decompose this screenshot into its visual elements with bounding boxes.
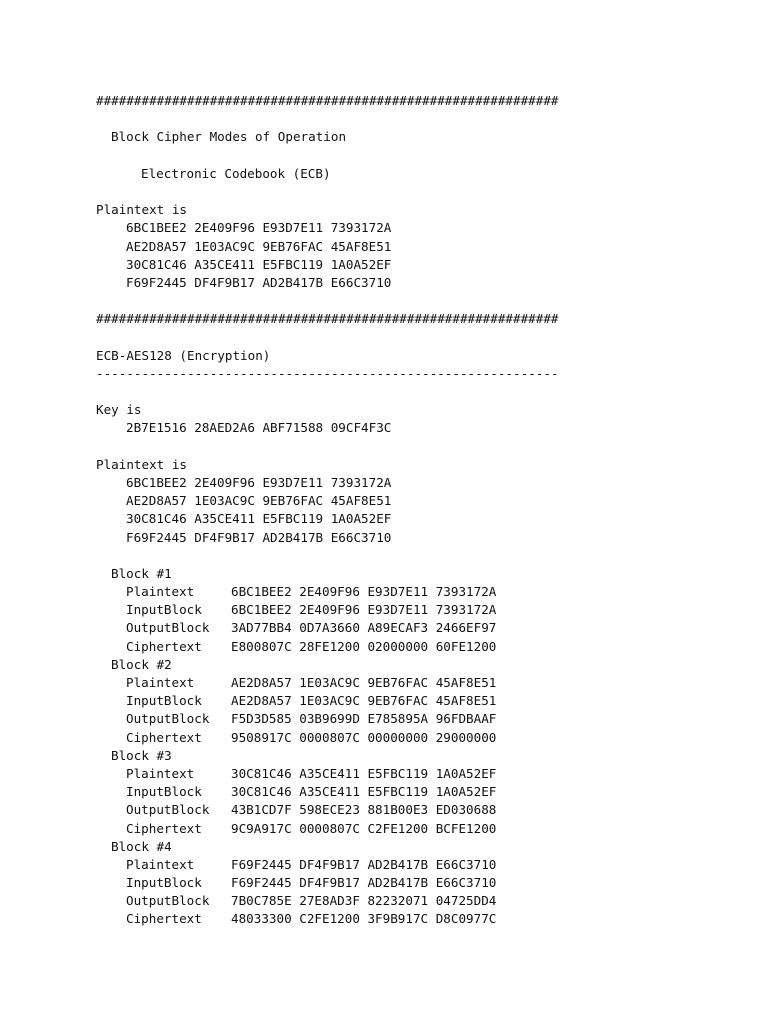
- intro-plaintext-row: F69F2445 DF4F9B17 AD2B417B E66C3710: [126, 274, 392, 290]
- block-row-value: 30C81C46 A35CE411 E5FBC119 1A0A52EF: [231, 765, 497, 781]
- block-title: Block #1: [111, 565, 172, 581]
- block-row: [96, 820, 768, 838]
- block-row-value: 30C81C46 A35CE411 E5FBC119 1A0A52EF: [231, 784, 497, 800]
- block-row-label: Ciphertext: [126, 820, 202, 836]
- document-title: Block Cipher Modes of Operation: [111, 129, 347, 145]
- block-row: [96, 783, 768, 801]
- block-title: Block #3: [111, 747, 172, 763]
- mode-name: Electronic Codebook (ECB): [141, 165, 331, 181]
- block-row-label: Plaintext: [126, 765, 195, 781]
- block-row: [96, 856, 768, 874]
- block-row-label: Ciphertext: [126, 729, 202, 745]
- block-row-label: Ciphertext: [126, 911, 202, 927]
- intro-plaintext-row: AE2D8A57 1E03AC9C 9EB76FAC 45AF8E51: [126, 238, 392, 254]
- block-row-value: E800807C 28FE1200 02000000 60FE1200: [231, 638, 497, 654]
- section-plaintext-row: 6BC1BEE2 2E409F96 E93D7E11 7393172A: [126, 474, 392, 490]
- block-row-label: InputBlock: [126, 784, 202, 800]
- block-title: Block #2: [111, 656, 172, 672]
- key-value: 2B7E1516 28AED2A6 ABF71588 09CF4F3C: [126, 420, 392, 436]
- block-row-value: F5D3D585 03B9699D E785895A 96FDBAAF: [231, 711, 497, 727]
- section-plaintext-row: F69F2445 DF4F9B17 AD2B417B E66C3710: [126, 529, 392, 545]
- block-row: [96, 801, 768, 819]
- block-row-label: OutputBlock: [126, 620, 210, 636]
- block-row: [96, 619, 768, 637]
- section-title: ECB-AES128 (Encryption): [96, 347, 271, 363]
- block-row-value: 43B1CD7F 598ECE23 881B00E3 ED030688: [231, 802, 497, 818]
- block-row-value: 6BC1BEE2 2E409F96 E93D7E11 7393172A: [231, 602, 497, 618]
- intro-plaintext-label: Plaintext is: [96, 202, 187, 218]
- block-row-value: 6BC1BEE2 2E409F96 E93D7E11 7393172A: [231, 584, 497, 600]
- block-row-value: F69F2445 DF4F9B17 AD2B417B E66C3710: [231, 856, 497, 872]
- block-title: Block #4: [111, 838, 172, 854]
- block-row: [96, 710, 768, 728]
- block-row-label: Ciphertext: [126, 638, 202, 654]
- block-row-label: Plaintext: [126, 856, 195, 872]
- block-row-label: OutputBlock: [126, 711, 210, 727]
- block-row: [96, 729, 768, 747]
- block-row-label: InputBlock: [126, 693, 202, 709]
- block-row-label: OutputBlock: [126, 893, 210, 909]
- section-plaintext-row: 30C81C46 A35CE411 E5FBC119 1A0A52EF: [126, 511, 392, 527]
- key-label: Key is: [96, 402, 142, 418]
- block-row-value: AE2D8A57 1E03AC9C 9EB76FAC 45AF8E51: [231, 675, 497, 690]
- block-row-label: InputBlock: [126, 875, 202, 891]
- block-row: [96, 765, 768, 783]
- block-row: [96, 910, 768, 928]
- block-row-value: 9508917C 0000807C 00000000 29000000: [231, 729, 497, 745]
- block-row: [96, 638, 768, 656]
- block-row-value: F69F2445 DF4F9B17 AD2B417B E66C3710: [231, 875, 497, 891]
- block-row: [96, 601, 768, 619]
- block-row: [96, 674, 768, 692]
- block-row-label: Plaintext: [126, 584, 195, 600]
- block-row: [96, 583, 768, 601]
- block-row-label: OutputBlock: [126, 802, 210, 818]
- mid-hash-rule: #############################################################: [96, 311, 559, 327]
- block-row-value: 3AD77BB4 0D7A3660 A89ECAF3 2466EF97: [231, 620, 497, 636]
- block-row-value: 9C9A917C 0000807C C2FE1200 BCFE1200: [231, 820, 497, 836]
- intro-plaintext-row: 6BC1BEE2 2E409F96 E93D7E11 7393172A: [126, 220, 392, 236]
- section-plaintext-row: AE2D8A57 1E03AC9C 9EB76FAC 45AF8E51: [126, 493, 392, 509]
- block-row: [96, 692, 768, 710]
- block-row-value: AE2D8A57 1E03AC9C 9EB76FAC 45AF8E51: [231, 693, 497, 709]
- block-row-value: 7B0C785E 27E8AD3F 82232071 04725DD4: [231, 893, 497, 909]
- block-row: [96, 892, 768, 910]
- block-row: [96, 874, 768, 892]
- dash-rule: -------------------------------------------------------------: [96, 365, 559, 381]
- intro-plaintext-row: 30C81C46 A35CE411 E5FBC119 1A0A52EF: [126, 256, 392, 272]
- block-row-value: 48033300 C2FE1200 3F9B917C D8C0977C: [231, 911, 497, 927]
- block-row-label: InputBlock: [126, 602, 202, 618]
- section-plaintext-label: Plaintext is: [96, 456, 187, 472]
- block-row-label: Plaintext: [126, 675, 195, 690]
- header-hash-rule: #############################################################: [96, 93, 559, 108]
- document-page: [96, 92, 768, 929]
